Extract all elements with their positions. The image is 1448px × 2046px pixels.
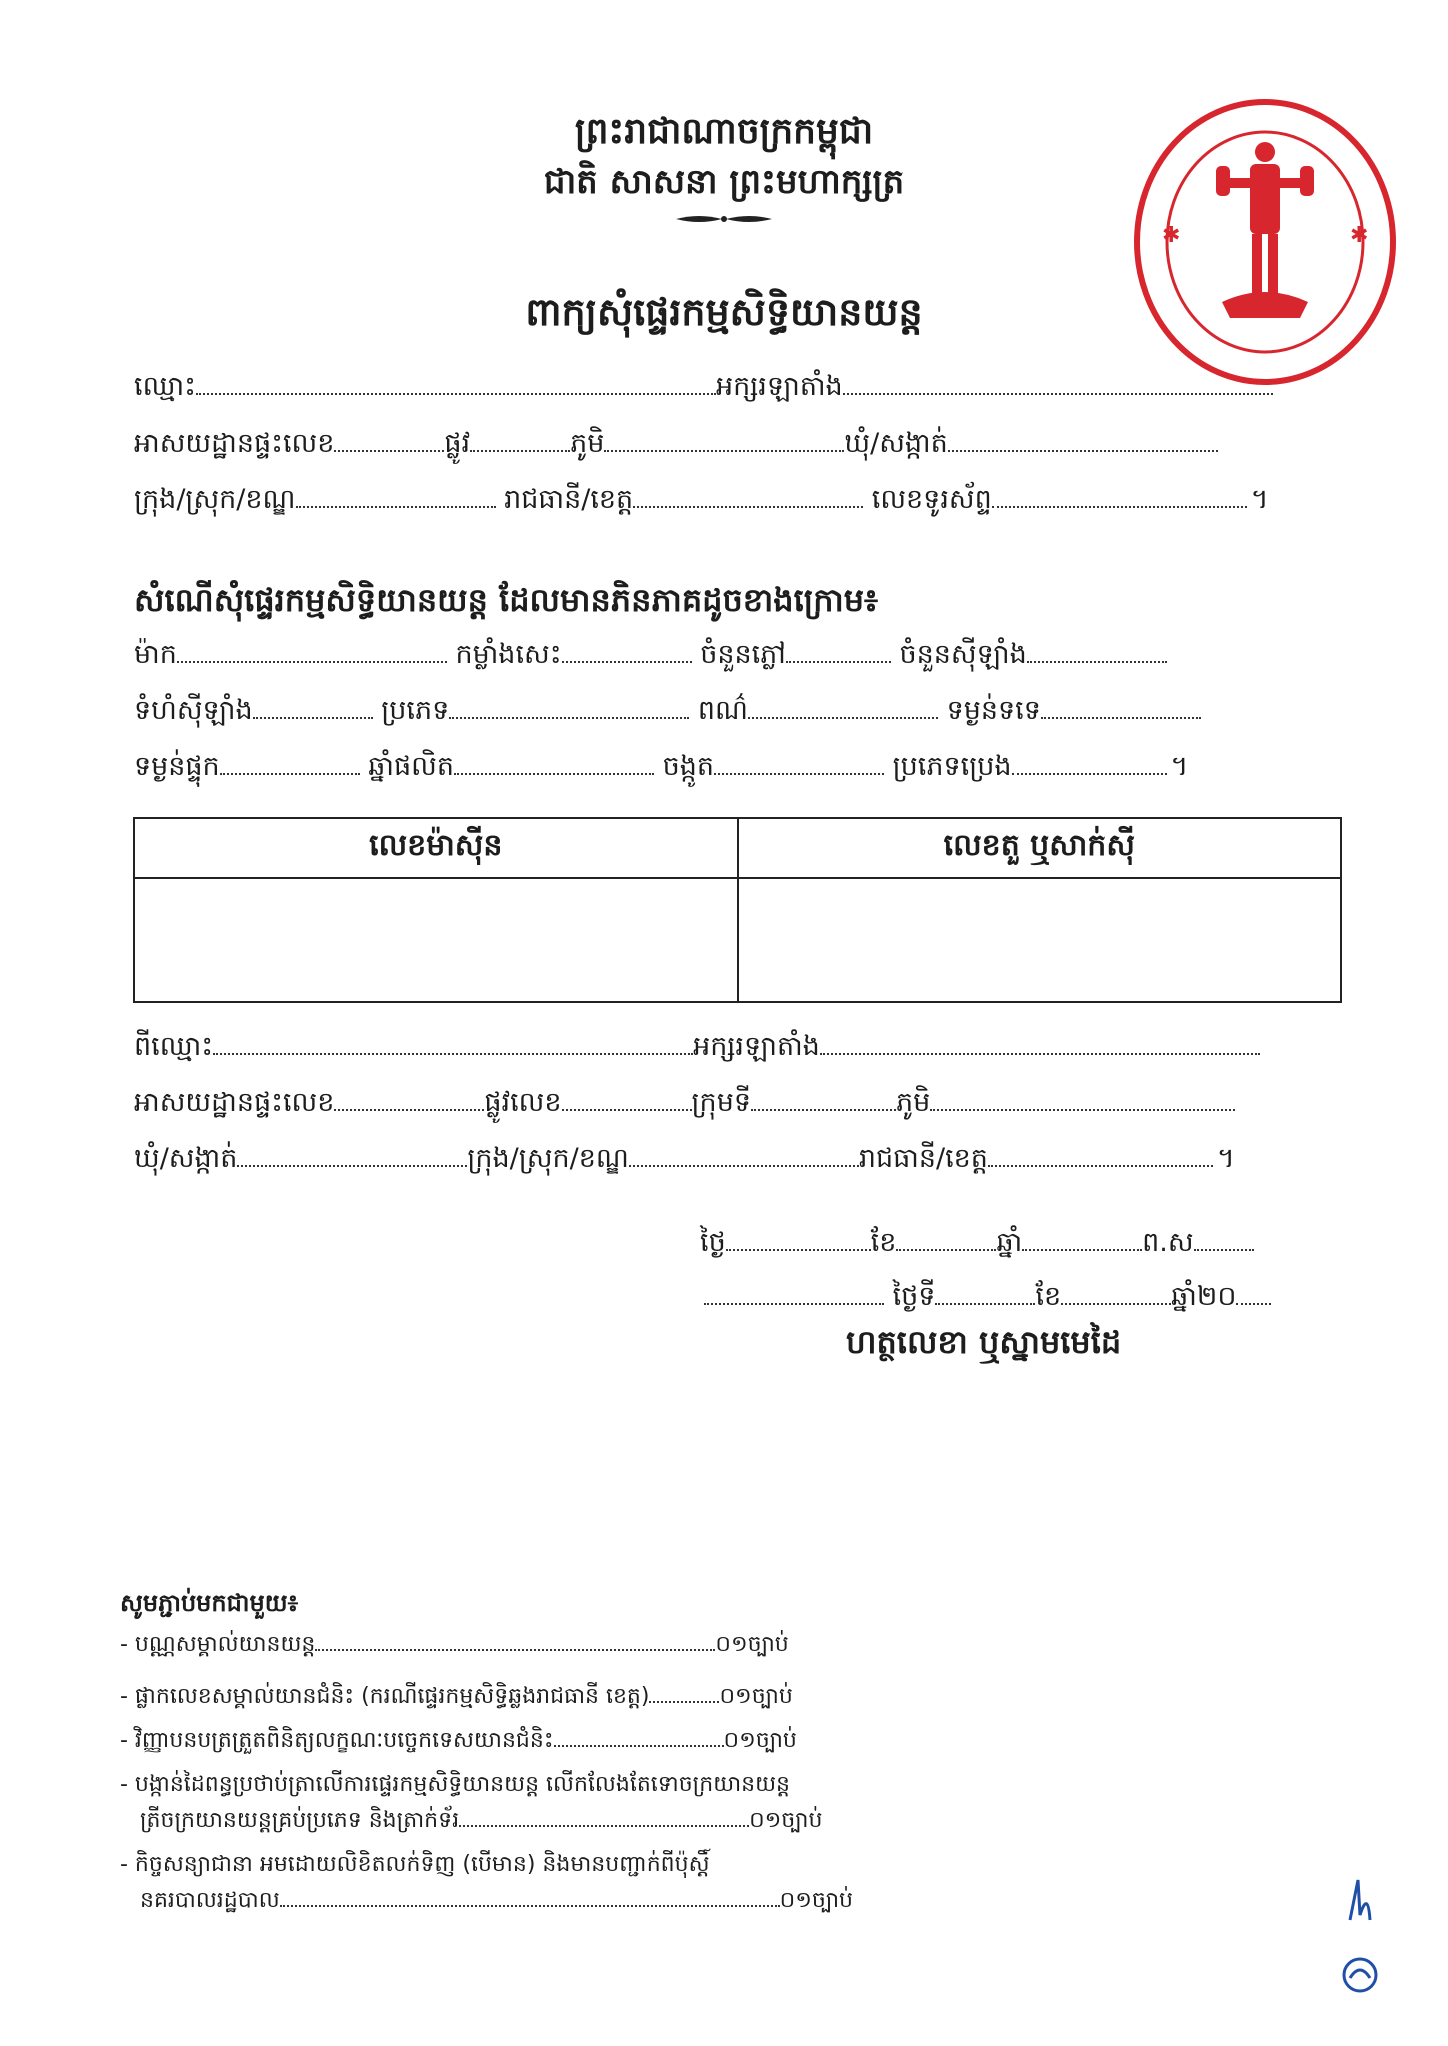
empty-weight-label: ទម្ងន់ទទេ	[946, 695, 1041, 726]
month2-label: ខែ	[1035, 1281, 1062, 1312]
request-heading: សំណើសុំផ្ទេរកម្មសិទ្ធិយានយន្ត ដែលមានភិនភាគដូចខាងក្រោម៖	[134, 581, 879, 619]
steering-label: ចង្កូត	[662, 751, 715, 782]
latin-name-label: អក្សរឡាតាំង	[715, 371, 843, 402]
prev-commune-field[interactable]	[237, 1143, 467, 1167]
vehicle-make-line	[134, 638, 1329, 677]
prev-latin-field[interactable]	[820, 1031, 1260, 1055]
prev-province-field[interactable]	[988, 1143, 1213, 1167]
type-field[interactable]	[449, 695, 689, 719]
latin-name-field[interactable]	[843, 371, 1273, 395]
street-field[interactable]	[470, 428, 570, 452]
make-label: ម៉ាក	[134, 639, 177, 670]
ornament-divider	[674, 212, 774, 226]
year-field[interactable]	[1022, 1227, 1142, 1251]
prev-province-label: រាជធានី/ខេត្ត	[858, 1143, 988, 1174]
svg-text:✱: ✱	[1350, 223, 1369, 248]
prev-street-field[interactable]	[562, 1087, 692, 1111]
solar-date-line	[704, 1280, 1271, 1319]
vehicle-type-line	[134, 694, 1329, 733]
cyl-volume-field[interactable]	[253, 695, 373, 719]
end-mark: ។	[1250, 484, 1269, 515]
era-field[interactable]	[1194, 1227, 1254, 1251]
district-field[interactable]	[296, 484, 496, 508]
place-field[interactable]	[704, 1281, 884, 1305]
province-field[interactable]	[633, 484, 863, 508]
year2-label: ឆ្នាំ២០	[1171, 1281, 1237, 1312]
engine-number-cell[interactable]	[134, 878, 738, 1002]
prev-name-field[interactable]	[213, 1031, 693, 1055]
previous-owner-name-line	[134, 1030, 1329, 1069]
color-field[interactable]	[748, 695, 938, 719]
empty-weight-field[interactable]	[1041, 695, 1201, 719]
prev-group-field[interactable]	[751, 1087, 896, 1111]
prev-village-label: ភូមិ	[895, 1087, 931, 1118]
street-label: ផ្លូវ	[444, 428, 471, 459]
day2-field[interactable]	[935, 1281, 1035, 1305]
handwritten-initials-icon	[1330, 1870, 1390, 2000]
province-label: រាជធានី/ខេត្ត	[504, 484, 634, 515]
attachment-item: - វិញ្ញាបនបត្រត្រួតពិនិត្យលក្ខណៈបច្ចេកទេសយានជំនិះ ០១ច្បាប់	[120, 1728, 797, 1753]
official-seal-icon	[1130, 92, 1400, 392]
district-label: ក្រុង/ស្រុក/ខណ្ឌ	[134, 484, 296, 515]
end-mark: ។	[1170, 751, 1189, 782]
prev-name-label: ពីឈ្មោះ	[134, 1031, 214, 1062]
house-number-field[interactable]	[334, 428, 444, 452]
national-motto: ជាតិ សាសនា ព្រះមហាក្សត្រ	[543, 162, 905, 202]
type-label: ប្រភេទ	[381, 695, 450, 726]
era-label: ព.ស	[1142, 1227, 1194, 1258]
engine-chassis-table	[133, 817, 1342, 1003]
horsepower-label: កម្លាំងសេះ	[455, 639, 562, 670]
color-label: ពណ៌	[697, 695, 748, 726]
end-mark: ។	[1216, 1143, 1235, 1174]
cylinders-field[interactable]	[1027, 639, 1167, 663]
village-label: ភូមិ	[570, 428, 605, 459]
prev-house-label: អាសយដ្ឋានផ្ទះលេខ	[134, 1087, 335, 1118]
load-weight-field[interactable]	[220, 751, 360, 775]
prev-group-label: ក្រុមទី	[691, 1087, 751, 1118]
chassis-number-cell[interactable]	[738, 878, 1342, 1002]
steering-field[interactable]	[714, 751, 884, 775]
year-label: ឆ្នាំ	[996, 1227, 1023, 1258]
name-field[interactable]	[196, 371, 716, 395]
fuel-field[interactable]	[1012, 751, 1167, 775]
kingdom-heading: ព្រះរាជាណាចក្រកម្ពុជា	[574, 111, 874, 152]
year-field[interactable]	[454, 751, 654, 775]
previous-owner-district-line	[134, 1142, 1329, 1181]
day2-label: ថ្ងៃទី	[892, 1281, 936, 1312]
applicant-address-line	[134, 427, 1329, 466]
engine-number-header: លេខម៉ាស៊ីន	[134, 818, 738, 878]
attachment-item: - បណ្ណសម្គាល់យានយន្ត ០១ច្បាប់	[120, 1632, 789, 1657]
house-number-label: អាសយដ្ឋានផ្ទះលេខ	[134, 428, 335, 459]
cyl-volume-label: ទំហំស៊ីឡាំង	[134, 695, 253, 726]
vehicle-weight-line	[134, 750, 1329, 789]
load-weight-label: ទម្ងន់ផ្ទុក	[134, 751, 220, 782]
month-label: ខែ	[870, 1227, 897, 1258]
attachment-item: នគរបាលរដ្ឋបាល ០១ច្បាប់	[140, 1888, 854, 1913]
form-title: ពាក្យសុំផ្ទេរកម្មសិទ្ធិយានយន្ត	[525, 290, 923, 334]
lights-label: ចំនួនភ្លៅ	[700, 639, 786, 670]
prev-house-field[interactable]	[334, 1087, 484, 1111]
commune-field[interactable]	[948, 428, 1218, 452]
cylinders-label: ចំនួនស៊ីឡាំង	[899, 639, 1027, 670]
month-field[interactable]	[896, 1227, 996, 1251]
prev-commune-label: ឃុំ/សង្កាត់	[134, 1143, 238, 1174]
lunar-date-line	[700, 1226, 1254, 1265]
attachment-item: ត្រីចក្រយានយន្តគ្រប់ប្រភេទ និងត្រាក់ទ័រ ០១ច្បាប់	[140, 1808, 823, 1833]
attachment-item: - កិច្ចសន្យាជានា អមដោយលិខិតលក់ទិញ (បើមាន) និងមានបញ្ជាក់ពីប៉ុស្តិ៍	[120, 1852, 710, 1877]
horsepower-field[interactable]	[562, 639, 692, 663]
signature-label: ហត្ថលេខា ឬស្នាមមេដៃ	[846, 1323, 1122, 1361]
fuel-label: ប្រភេទប្រេង	[892, 751, 1012, 782]
applicant-name-line	[134, 370, 1329, 409]
year-label: ឆ្នាំផលិត	[368, 751, 454, 782]
previous-owner-address-line	[134, 1086, 1329, 1125]
prev-district-label: ក្រុង/ស្រុក/ខណ្ឌ	[467, 1143, 629, 1174]
name-label: ឈ្មោះ	[134, 371, 196, 402]
day-label: ថ្ងៃ	[700, 1227, 726, 1258]
village-field[interactable]	[604, 428, 844, 452]
day-field[interactable]	[726, 1227, 871, 1251]
prev-district-field[interactable]	[629, 1143, 859, 1167]
prev-village-field[interactable]	[930, 1087, 1235, 1111]
year2-field[interactable]	[1236, 1281, 1271, 1305]
applicant-district-line	[134, 483, 1329, 522]
commune-label: ឃុំ/សង្កាត់	[844, 428, 948, 459]
chassis-number-header: លេខតួ ឬសាក់ស៊ី	[738, 818, 1342, 878]
prev-street-label: ផ្លូវលេខ	[484, 1087, 562, 1118]
make-field[interactable]	[177, 639, 447, 663]
attachment-item: - បង្កាន់ដៃពន្ធប្រថាប់ត្រាលើការផ្ទេរកម្មសិទ្ធិយានយន្ត លើកលែងតែទោចក្រយានយន្ត	[120, 1772, 791, 1797]
attachment-item: - ផ្លាកលេខសម្គាល់យានជំនិះ (ករណីផ្ទេរកម្មសិទ្ធិឆ្លងរាជធានី ខេត្ត) ០១ច្បាប់	[120, 1684, 793, 1709]
month2-field[interactable]	[1061, 1281, 1171, 1305]
phone-field[interactable]	[992, 484, 1247, 508]
prev-latin-label: អក្សរឡាតាំង	[693, 1031, 820, 1062]
phone-label: លេខទូរស័ព្ទ	[871, 484, 992, 515]
svg-text:✱: ✱	[1162, 223, 1181, 248]
attachments-title: សូមភ្ជាប់មកជាមួយ៖	[120, 1589, 299, 1617]
lights-field[interactable]	[786, 639, 891, 663]
